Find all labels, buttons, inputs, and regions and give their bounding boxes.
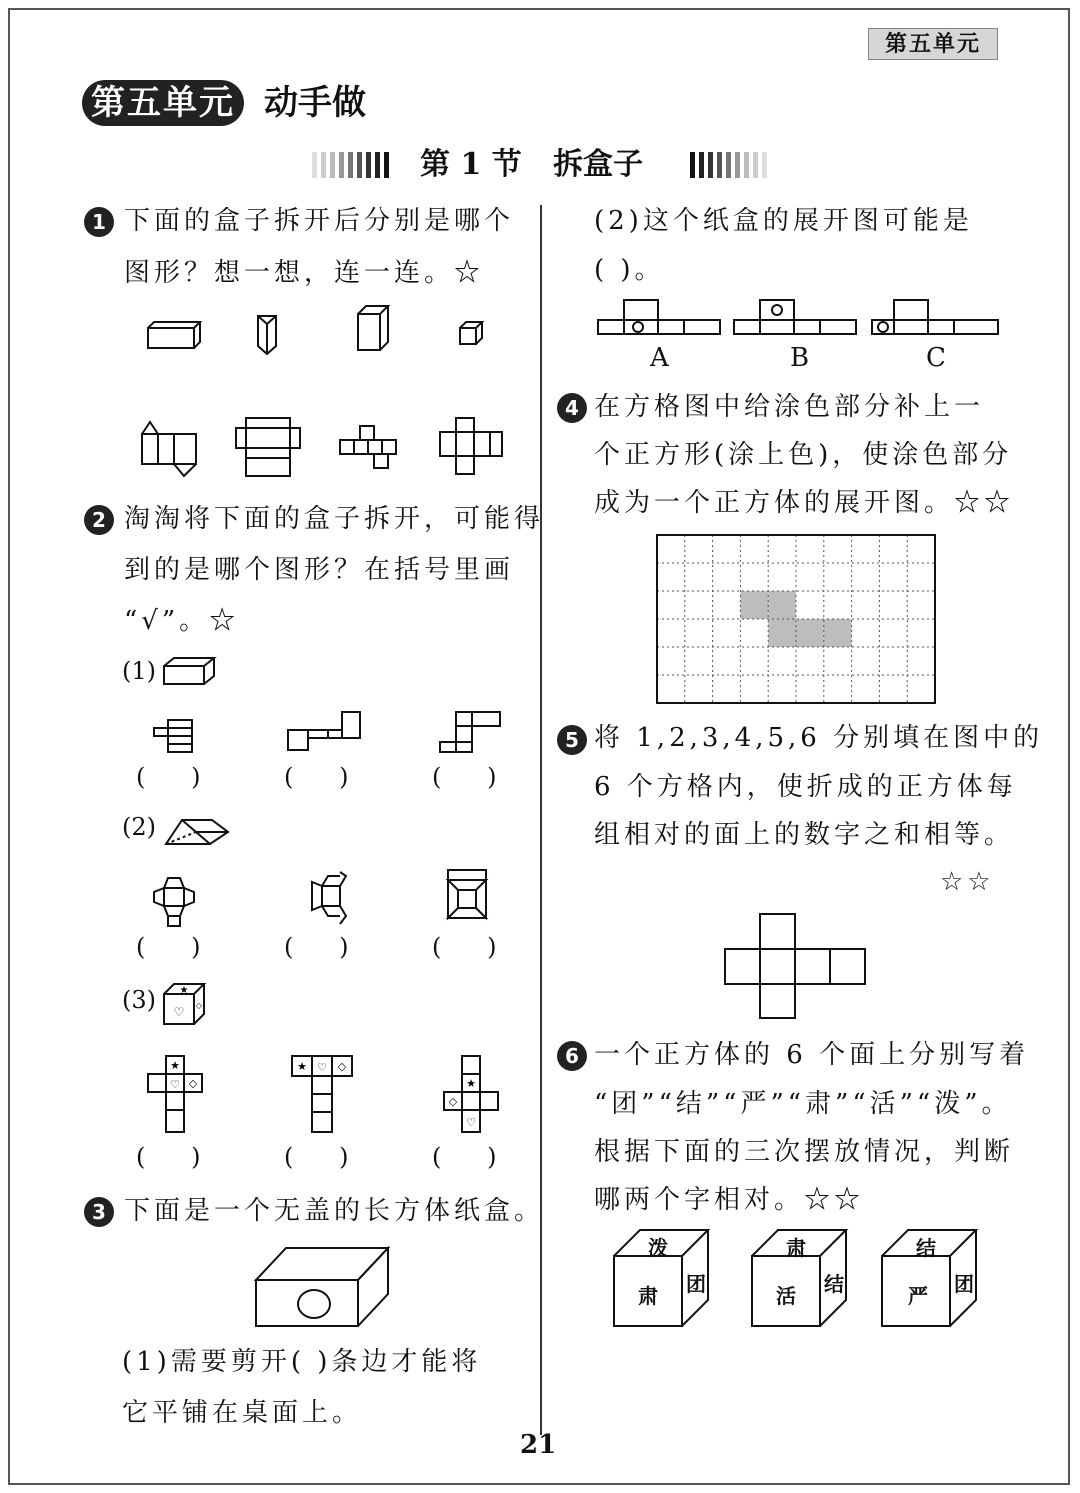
q4-text-line1: 在方格图中给涂色部分补上一 (594, 392, 985, 422)
net-a-diamond-icon: ◇ (188, 1077, 198, 1090)
q5-cube-net[interactable] (722, 912, 870, 1020)
q1-net-tall-cuboid (440, 418, 502, 474)
column-divider (540, 205, 542, 1435)
net-b-diamond-icon: ◇ (337, 1060, 347, 1073)
q1-solid-long-cuboid (148, 322, 200, 348)
q5-text-line1: 将 1,2,3,4,5,6 分别填在图中的 (594, 723, 1044, 753)
q2-sub2-frustum (160, 810, 240, 850)
q2-sub2-blank-a[interactable]: ( ) (136, 933, 201, 961)
q4-shaded-cell (796, 619, 824, 647)
q2-sub3-label: (3) (122, 986, 156, 1014)
q4-shaded-cell (768, 591, 796, 619)
q6-cube-2-side: 结 (824, 1272, 844, 1296)
q3-open-box (250, 1240, 400, 1332)
q4-square-grid[interactable] (657, 535, 935, 703)
q3-option-b-net (734, 300, 856, 334)
net-c-diamond-icon: ◇ (448, 1095, 458, 1108)
q2-sub1-blank-c[interactable]: ( ) (432, 763, 497, 791)
q2-sub1-net-a (154, 720, 192, 752)
q2-sub1-box (160, 652, 220, 692)
q1-solid-cube (460, 322, 482, 344)
q2-sub1-net-b (288, 712, 360, 750)
q1-nets (136, 412, 516, 482)
q5-square-1 (760, 914, 795, 949)
q2-sub3-cube-diamond-icon: ◇ (195, 1001, 203, 1010)
q2-text-line3: “√”。☆ (124, 606, 240, 636)
section-title: 第 1 节 拆盒子 (420, 147, 644, 182)
q2-sub3-nets (140, 1050, 520, 1140)
net-a-star-icon: ★ (170, 1059, 180, 1072)
q1-text-line2: 图形？想一想，连一连。☆ (124, 258, 485, 288)
q2-sub2-blank-c[interactable]: ( ) (432, 933, 497, 961)
q5-text-line2: 6 个方格内，使折成的正方体每 (594, 772, 1017, 802)
section-bars-left (312, 152, 389, 178)
q1-net-cube-1 (340, 426, 396, 468)
q3-sub1-line2: 它平铺在桌面上。 (122, 1398, 363, 1428)
q3-sub2-line1: (2)这个纸盒的展开图可能是 (594, 206, 973, 236)
q3-option-c-label: C (926, 343, 950, 373)
q2-text-line2: 到的是哪个图形？在括号里画 (124, 555, 515, 585)
q2-sub2-label: (2) (122, 813, 156, 841)
q6-cube-1-top: 泼 (648, 1236, 668, 1260)
net-b-star-icon: ★ (297, 1060, 307, 1073)
q2-sub3-cube (160, 978, 216, 1034)
q2-number: 2 (84, 505, 114, 535)
q6-cube-2-top: 肃 (786, 1236, 806, 1260)
q5-square-5 (830, 949, 865, 984)
q1-solids (140, 300, 500, 370)
unit-name: 动手做 (264, 83, 366, 123)
q5-stars: ☆☆ (940, 867, 995, 897)
q6-text-line1: 一个正方体的 6 个面上分别写着 (594, 1040, 1030, 1070)
unit-tag: 第五单元 (868, 28, 998, 60)
q3-number: 3 (84, 1197, 114, 1227)
q3-option-b-label: B (790, 343, 814, 373)
q2-sub3-cube-heart-icon: ♡ (173, 1005, 185, 1019)
q5-square-3 (760, 949, 795, 984)
q3-option-nets (594, 296, 1004, 340)
q2-sub3-blank-c[interactable]: ( ) (432, 1143, 497, 1171)
q1-solid-triangular-prism (258, 316, 276, 354)
q2-sub2-net-b (312, 872, 346, 924)
q6-cube-3-top: 结 (916, 1236, 936, 1260)
q4-text-line3: 成为一个正方体的展开图。☆☆ (594, 488, 1015, 518)
section-bars-right (690, 152, 767, 178)
q2-sub2-net-a (154, 878, 194, 926)
page-number: 21 (520, 1430, 557, 1460)
q5-square-4 (795, 949, 830, 984)
net-a-heart-icon: ♡ (170, 1078, 180, 1091)
unit-pill: 第五单元 (82, 80, 244, 126)
q2-sub3-blank-a[interactable]: ( ) (136, 1143, 201, 1171)
q6-text-line4: 哪两个字相对。☆☆ (594, 1185, 865, 1215)
q3-option-a-label: A (650, 343, 673, 373)
q1-number: 1 (84, 207, 114, 237)
q1-solid-tall-cuboid (358, 306, 388, 350)
q1-text-line1: 下面的盒子拆开后分别是哪个 (124, 206, 515, 236)
q2-sub1-label: (1) (122, 657, 156, 685)
q2-sub1-nets (140, 704, 520, 760)
q6-cube-2-front: 活 (776, 1284, 796, 1308)
q6-text-line3: 根据下面的三次摆放情况，判断 (594, 1137, 1015, 1167)
q2-sub2-blank-b[interactable]: ( ) (284, 933, 349, 961)
q1-net-long-cuboid (236, 418, 300, 476)
q6-number: 6 (557, 1041, 587, 1071)
q6-cube-3-front: 严 (908, 1284, 928, 1308)
q4-shaded-cell (824, 619, 852, 647)
q2-sub3-blank-b[interactable]: ( ) (284, 1143, 349, 1171)
q6-cube-1-front: 肃 (638, 1284, 658, 1308)
q4-shaded-cell (740, 591, 768, 619)
q2-sub3-cube-star-icon: ★ (179, 985, 189, 996)
q5-square-2 (725, 949, 760, 984)
q6-text-line2: “团”“结”“严”“肃”“活”“泼”。 (594, 1089, 1012, 1119)
net-c-heart-icon: ♡ (466, 1116, 476, 1129)
q2-sub2-nets (140, 868, 520, 932)
q1-net-prism (142, 422, 196, 476)
net-c-star-icon: ★ (466, 1077, 476, 1090)
q2-sub1-blank-b[interactable]: ( ) (284, 763, 349, 791)
q4-number: 4 (557, 393, 587, 423)
q4-text-line2: 个正方形(涂上色)，使涂色部分 (594, 440, 1013, 470)
q2-text-line1: 淘淘将下面的盒子拆开，可能得 (124, 504, 545, 534)
q5-text-line3: 组相对的面上的数字之和相等。 (594, 820, 1015, 850)
q2-sub2-net-c (448, 870, 486, 918)
q3-sub2-line2: ( )。 (594, 255, 665, 285)
q6-cube-3-side: 团 (954, 1272, 974, 1296)
q3-sub1-line1: (1)需要剪开( )条边才能将 (122, 1347, 482, 1377)
net-b-heart-icon: ♡ (317, 1061, 327, 1074)
q2-sub1-net-c (440, 712, 500, 752)
q4-shaded-cell (768, 619, 796, 647)
q5-square-6 (760, 984, 795, 1018)
q5-number: 5 (557, 725, 587, 755)
q3-option-c-net (872, 300, 998, 334)
q3-text-line1: 下面是一个无盖的长方体纸盒。 (124, 1196, 545, 1226)
q2-sub1-blank-a[interactable]: ( ) (136, 763, 201, 791)
q3-option-a-net (598, 300, 720, 334)
q6-cube-1-side: 团 (686, 1272, 706, 1296)
